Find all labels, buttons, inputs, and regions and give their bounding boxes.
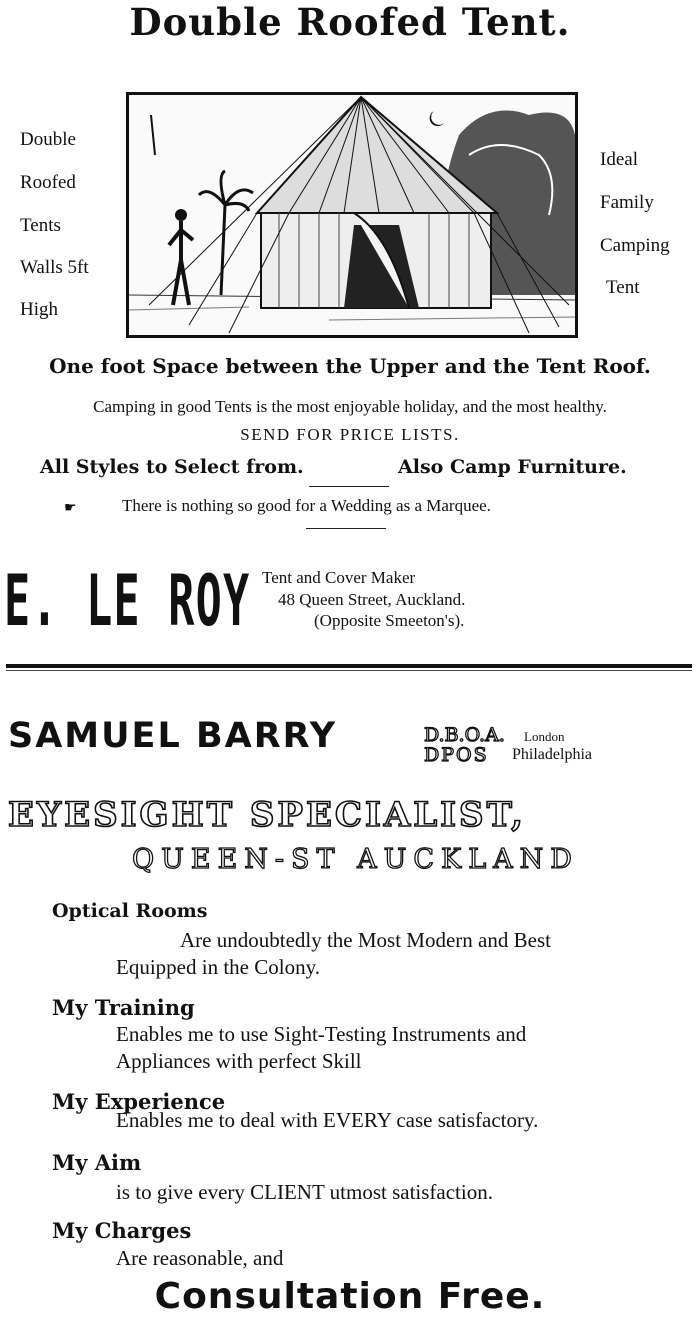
maker-trade: Tent and Cover Maker (262, 568, 416, 587)
location-line: QUEEN-ST AUCKLAND (132, 844, 579, 875)
maker-opposite: (Opposite Smeeton's). (314, 611, 465, 630)
section-separator (6, 664, 692, 668)
tent-ad-title: Double Roofed Tent. (129, 0, 571, 44)
qualification-1-city: London (524, 729, 565, 744)
left-caption (20, 130, 120, 330)
pointing-hand-icon: ☛ (64, 500, 77, 516)
tent-illustration (126, 92, 578, 338)
right-caption (600, 150, 700, 300)
section-heading: My Aim (52, 1150, 142, 1175)
section-line: Are undoubtedly the Most Modern and Best (180, 928, 551, 952)
closing-line: Consultation Free. (154, 1276, 546, 1317)
section-line: Equipped in the Colony. (116, 955, 320, 979)
space-line: One foot Space between the Upper and the Tent Roof. (49, 354, 651, 378)
send-line: SEND FOR PRICE LISTS. (240, 425, 460, 444)
left-caption-line: Double (20, 129, 76, 150)
furniture-line: Also Camp Furniture. (398, 456, 627, 478)
section-heading: My Experience (52, 1089, 226, 1114)
section-line: is to give every CLIENT utmost satisfaction. (116, 1180, 493, 1204)
maker-address: 48 Queen Street, Auckland. (278, 590, 466, 609)
specialty-title: EYESIGHT SPECIALIST, (8, 795, 527, 835)
optician-name: SAMUEL BARRY (8, 716, 338, 756)
section-line: Enables me to deal with EVERY case satisfactory. (116, 1108, 539, 1132)
qualification-1: D.B.O.A. (424, 724, 505, 746)
divider (309, 486, 389, 487)
qualification-2: DPOS (424, 744, 489, 766)
section-separator-thin (6, 670, 692, 671)
section-line: Are reasonable, and (116, 1246, 284, 1270)
section-line: Appliances with perfect Skill (116, 1049, 362, 1073)
section-heading: My Training (52, 995, 195, 1020)
section-heading: Optical Rooms (52, 900, 208, 922)
wedding-line: There is nothing so good for a Wedding as a Marquee. (122, 496, 491, 515)
right-caption-line: Tent (606, 277, 640, 298)
left-caption-line: Roofed (20, 172, 76, 193)
left-caption-line: High (20, 299, 58, 320)
section-line: Enables me to use Sight-Testing Instruments and (116, 1022, 527, 1046)
styles-line: All Styles to Select from. (40, 456, 304, 478)
camping-line: Camping in good Tents is the most enjoyable holiday, and the most healthy. (93, 397, 607, 416)
right-caption-line: Family (600, 192, 654, 213)
section-heading: My Charges (52, 1218, 192, 1243)
right-caption-line: Ideal (600, 149, 638, 170)
right-caption-line: Camping (600, 235, 670, 256)
maker-name: E. LE ROY (4, 560, 251, 642)
divider (306, 528, 386, 529)
qualification-2-city: Philadelphia (512, 746, 592, 763)
left-caption-line: Walls 5ft (20, 257, 89, 278)
left-caption-line: Tents (20, 215, 61, 236)
